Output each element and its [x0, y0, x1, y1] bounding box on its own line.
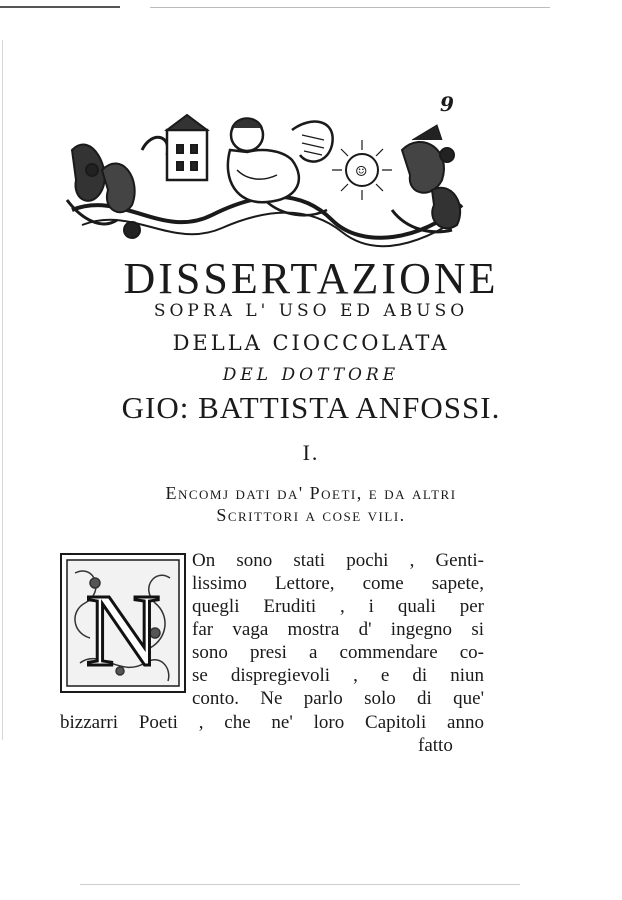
body-line: bizzarri Poeti , che ne' loro Capitoli anno [60, 712, 484, 733]
top-rule [0, 6, 622, 9]
body-line: lissimo Lettore, come sapete, [192, 573, 484, 594]
drop-cap [60, 553, 186, 693]
subtitle-line-2: DELLA CIOCCOLATA [172, 331, 450, 355]
subtitle-line-1: SOPRA L' USO ED ABUSO [153, 301, 469, 321]
subtitle-line-3: DEL DOTTORE [222, 365, 400, 385]
section-heading-line-2: Scrittori a cose vili. [216, 505, 406, 525]
page-number: 9 [440, 92, 454, 116]
headpiece-ornament [62, 110, 472, 248]
author-name: GIO: BATTISTA ANFOSSI. [121, 390, 501, 425]
body-line: conto. Ne parlo solo di que' [192, 688, 484, 709]
section-heading-line-1: Encomj dati da' Poeti, e da altri [165, 483, 457, 503]
body-line: se dispregievoli , e di niun [192, 665, 484, 686]
section-number: I. [302, 440, 320, 465]
body-line: far vaga mostra d' ingegno si [192, 619, 484, 640]
body-line: sono presi a commendare co- [192, 642, 484, 663]
drop-cap-letter: N [85, 573, 161, 688]
body-line: On sono stati pochi , Genti- [192, 550, 484, 571]
svg-text:☺: ☺ [355, 164, 368, 180]
body-line: quegli Eruditi , i quali per [192, 596, 484, 617]
catchword: fatto [418, 735, 453, 756]
main-title: DISSERTAZIONE [123, 254, 499, 303]
bottom-rule [80, 884, 520, 885]
